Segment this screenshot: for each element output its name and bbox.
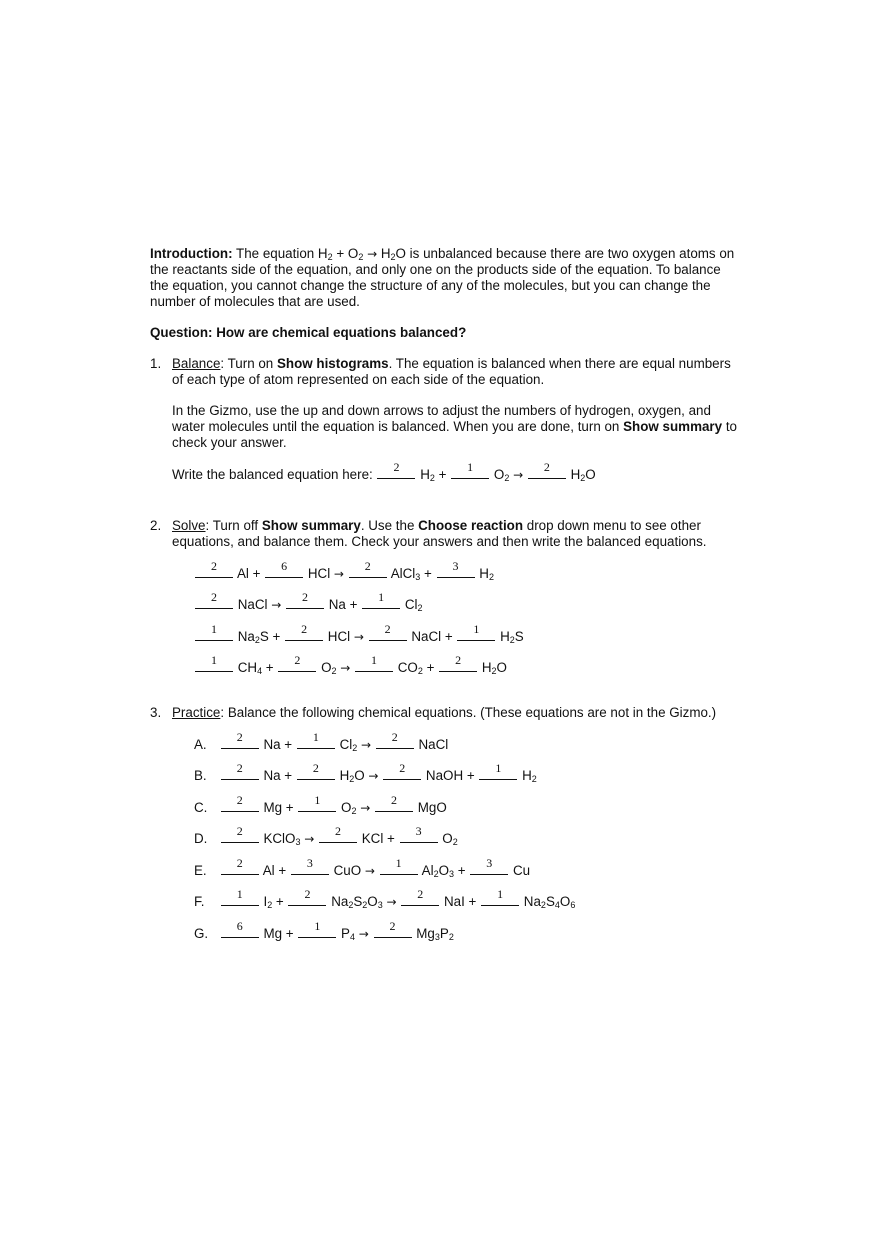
answer-blank[interactable]: 2 <box>286 596 324 609</box>
answer-blank[interactable]: 2 <box>288 893 326 906</box>
answer-blank[interactable]: 2 <box>221 799 259 812</box>
answer-blank[interactable]: 1 <box>298 925 336 938</box>
arrow-icon: → <box>358 926 369 941</box>
answer-blank[interactable]: 1 <box>481 893 519 906</box>
answer-blank[interactable]: 3 <box>291 862 329 875</box>
answer-blank[interactable]: 2 <box>221 767 259 780</box>
solve-title: Solve <box>172 517 206 533</box>
answer-blank[interactable]: 3 <box>437 565 475 578</box>
arrow-icon: → <box>340 661 351 675</box>
arrow-icon: → <box>386 895 397 909</box>
answer-blank[interactable]: 1 <box>297 736 335 749</box>
answer-blank[interactable]: 1 <box>457 628 495 641</box>
answer-blank[interactable]: 1 <box>298 799 336 812</box>
equation-row: 1 $Na_2S$ + 2 HCl → 2 NaCl + 1 $H_2S$ <box>194 628 740 660</box>
item-balance: 1. Balance: Turn on Show histograms. The equation is balanced when there are equal numbers of each type of atom represented on each side of the equation. In the Gizmo, use the up and down arrows to adjust the numbers of hydrogen, oxygen, and water molecules until the equation is balanced. When you are done, turn on Show summary to check your answer. Write the balanced equation here: 2 $H_2$ + 1 $O_2$ → 2 $H_2O$ <box>150 356 740 498</box>
equation-row: G. 6 Mg + 1 $P_4$ → 2 $Mg_3P_2$ <box>194 918 454 942</box>
arrow-icon: → <box>333 566 344 581</box>
equation-row: D. 2 KClO$_3$ → 2 KCl + 3 $O_2$ <box>194 824 458 847</box>
equation-row: A. 2 Na + 1 $Cl_2$ → 2 NaCl <box>194 729 449 753</box>
worksheet <box>150 246 740 956</box>
arrow-icon: → <box>353 629 364 644</box>
arrow-icon: → <box>513 468 524 482</box>
answer-blank[interactable]: 2 <box>221 736 259 749</box>
answer-blank[interactable]: 1 <box>479 767 517 780</box>
introduction-paragraph: Introduction: The equation $H_2 + O_2 \to H_2O$ is unbalanced because there are two oxygen atoms on the reactants side of the equation, and only one on the products side of the equation. To balance the equation, you cannot change the structure of any of the molecules, but you can change the number of molecules that are used. <box>150 246 735 309</box>
arrow-icon: → <box>364 863 375 878</box>
answer-blank[interactable]: 2 <box>528 466 566 479</box>
arrow-icon: → <box>360 800 371 815</box>
intro-label: Introduction: <box>150 246 233 261</box>
arrow-icon: → <box>271 598 282 612</box>
answer-blank[interactable]: 2 <box>374 925 412 938</box>
answer-blank[interactable]: 2 <box>376 736 414 749</box>
balance-title: Balance <box>172 356 221 371</box>
arrow-icon: → <box>367 247 378 261</box>
answer-blank[interactable]: 3 <box>470 862 508 875</box>
answer-blank[interactable]: 2 <box>278 659 316 672</box>
arrow-icon: → <box>360 737 372 752</box>
equation-row: C. 2 Mg + 1 $O_2$ → 2 MgO <box>194 792 447 816</box>
equation-row: 1 $CH_4$ + 2 $O_2$ → 1 $CO_2$ + 2 $H_2O$ <box>194 659 740 691</box>
arrow-icon: → <box>368 769 379 783</box>
question-heading: Question: How are chemical equations balanced? <box>150 325 467 340</box>
equation-row: 2 Al + 6 HCl → 2 AlCl$_3$ + 3 $H_2$ <box>194 565 740 597</box>
answer-blank[interactable]: 2 <box>221 862 259 875</box>
answer-blank[interactable]: 2 <box>349 565 387 578</box>
answer-blank[interactable]: 2 <box>319 830 357 843</box>
answer-blank[interactable]: 2 <box>297 767 335 780</box>
answer-blank[interactable]: 2 <box>383 767 421 780</box>
answer-blank[interactable]: 3 <box>400 830 438 843</box>
balanced-equation-line: Write the balanced equation here: 2 $H_2$ + 1 $O_2$ → 2 $H_2O$ <box>172 460 596 483</box>
answer-blank[interactable]: 2 <box>375 799 413 812</box>
practice-title: Practice <box>172 704 221 720</box>
arrow-icon: → <box>304 832 315 846</box>
solve-equations <box>172 558 740 691</box>
answer-blank[interactable]: 1 <box>195 628 233 641</box>
answer-blank[interactable]: 1 <box>451 466 489 479</box>
practice-equations <box>172 729 740 957</box>
answer-blank[interactable]: 1 <box>221 893 259 906</box>
answer-blank[interactable]: 2 <box>401 893 439 906</box>
answer-blank[interactable]: 2 <box>195 596 233 609</box>
answer-blank[interactable]: 2 <box>195 565 233 578</box>
answer-blank[interactable]: 2 <box>369 628 407 641</box>
answer-blank[interactable]: 1 <box>195 659 233 672</box>
answer-blank[interactable]: 6 <box>221 925 259 938</box>
answer-blank[interactable]: 1 <box>380 862 418 875</box>
answer-blank[interactable]: 2 <box>285 628 323 641</box>
item-solve: 2. Solve: Turn off Show summary. Use the Choose reaction drop down menu to see other equations, and balance them. Check your answers and then write the balanced equations. 2 Al + 6 HCl → 2 AlCl$_3$ + 3 $H_2$ 2 NaCl → 2 Na + 1 $Cl_2$ 1 $Na_2S$ + 2 HCl → 2 NaCl + 1 $H_2S$ 1 $CH_4$ + 2 $O_2$ → 1 $CO_2$ + 2 $H_2O$ <box>150 518 740 691</box>
equation-row: B. 2 Na + 2 $H_2O$ → 2 NaOH + 1 $H_2$ <box>194 761 537 784</box>
answer-blank[interactable]: 2 <box>221 830 259 843</box>
answer-blank[interactable]: 2 <box>439 659 477 672</box>
answer-blank[interactable]: 1 <box>362 596 400 609</box>
equation-row: F. 1 $I_2$ + 2 $Na_2S_2O_3$ → 2 NaI + 1 $Na_2S_4O_6$ <box>194 887 576 910</box>
item-practice: 3. Practice: Balance the following chemical equations. (These equations are not in the Gizmo.) A. 2 Na + 1 $Cl_2$ → 2 NaCl B. 2 Na + 2 $H_2O$ → 2 NaOH + 1 $H_2$ C. 2 Mg + 1 $O_2$ → 2 MgO D. 2 KClO$_3$ → 2 KCl + 3 $O_2$ E. 2 Al + 3 CuO → 1 $Al_2O_3$ + 3 Cu F. 1 $I_2$ + 2 $Na_2S_2O_3$ → 2 NaI + 1 $Na_2S_4O_6$ G. 6 Mg + 1 $P_4$ → 2 $Mg_3P_2$ <box>150 705 740 957</box>
answer-blank[interactable]: 2 <box>377 466 415 479</box>
equation-row: E. 2 Al + 3 CuO → 1 $Al_2O_3$ + 3 Cu <box>194 855 531 879</box>
equation-row: 2 NaCl → 2 Na + 1 $Cl_2$ <box>194 596 740 628</box>
answer-blank[interactable]: 1 <box>355 659 393 672</box>
answer-blank[interactable]: 6 <box>265 565 303 578</box>
